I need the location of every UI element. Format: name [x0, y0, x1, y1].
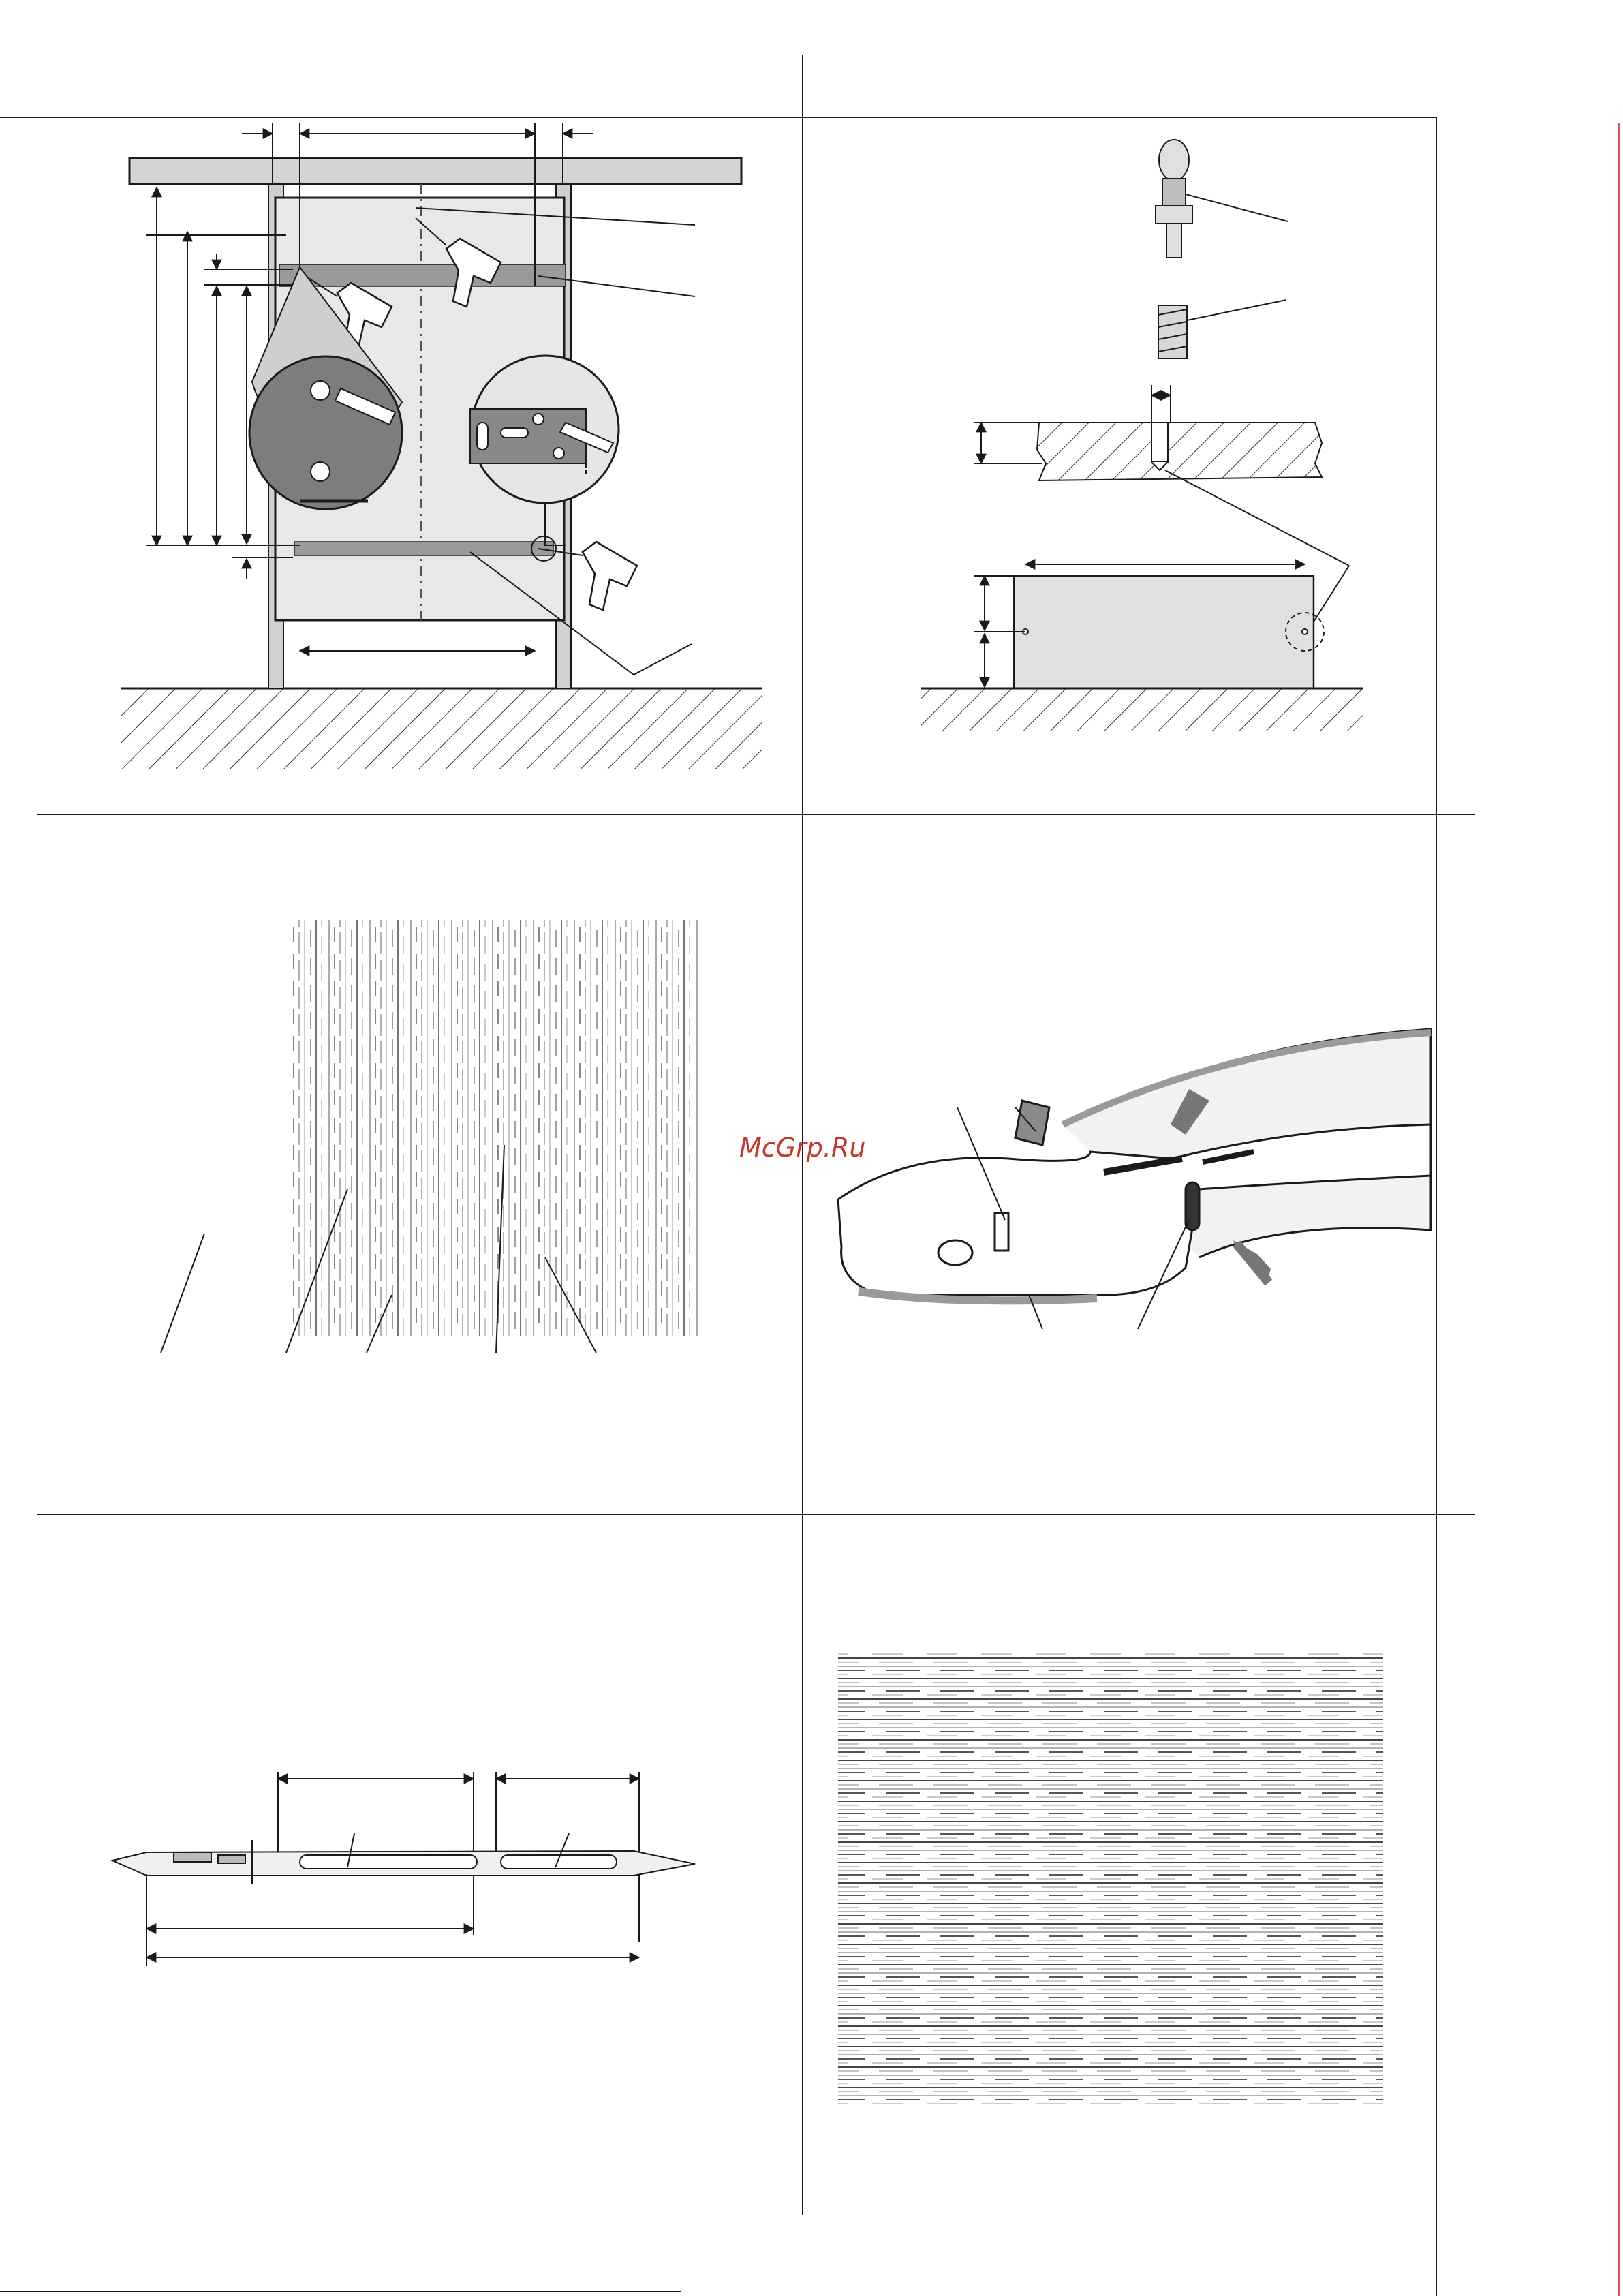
- panel-element-grid: [161, 920, 702, 1353]
- watermark: McGrp.Ru: [739, 1133, 866, 1163]
- wall-plug-icon: [1158, 300, 1286, 358]
- floor: [121, 688, 762, 769]
- panel-clip-section: [838, 1029, 1431, 1329]
- floor: [921, 688, 1363, 731]
- appliance-block: [1014, 576, 1314, 688]
- lamella-grid-image: [838, 1653, 1383, 2106]
- screw-icon: [1156, 140, 1288, 258]
- element-grid-image: [293, 920, 702, 1336]
- top-mounting-strip: [279, 264, 566, 286]
- panel-element-dimensions: [112, 1772, 695, 1966]
- panel-fixing-detail: [921, 140, 1363, 731]
- wall-section: [1037, 423, 1322, 480]
- worktop: [129, 158, 741, 184]
- panel-wall-mounting: [121, 123, 762, 769]
- bottom-mounting-strip: [294, 542, 553, 555]
